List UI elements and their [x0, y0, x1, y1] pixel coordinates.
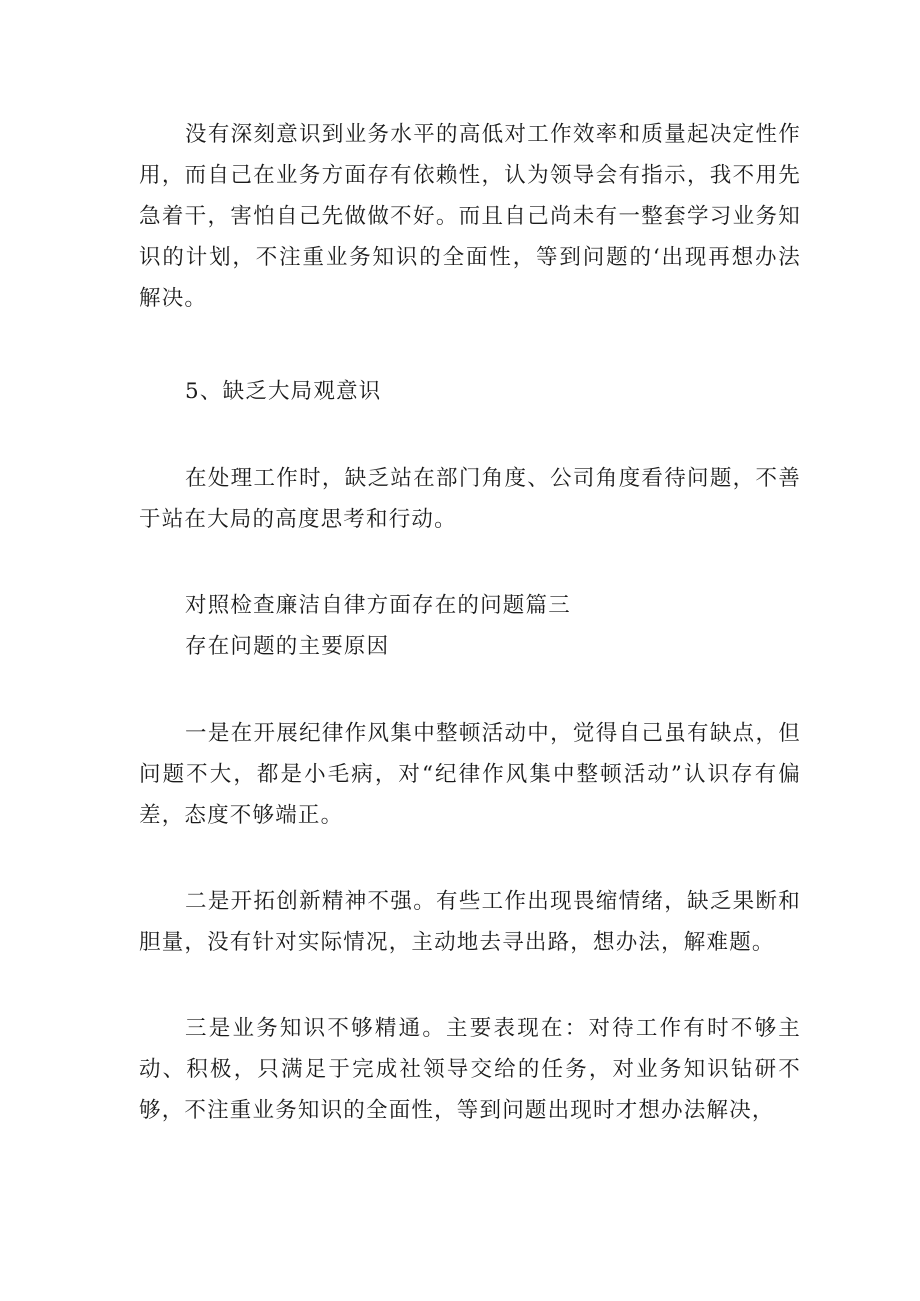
section-heading-big-picture: 5、缺乏大局观意识: [185, 379, 382, 404]
section-subtitle-causes: 存在问题的主要原因: [185, 634, 390, 659]
paragraph-business-awareness: 没有深刻意识到业务水平的高低对工作效率和质量起决定性作用，而自己在业务方面存有依赖性，认为领导会有指示，我不用先急着干，害怕自己先做做不好。而且自己尚未有一整套学习业务知识的计划，不注重业务知识的全面性，等到问题的‘出现再想办法解决。: [139, 122, 801, 311]
paragraph-big-picture: 在处理工作时，缺乏站在部门角度、公司角度看待问题，不善于站在大局的高度思考和行动。: [139, 466, 801, 532]
paragraph-cause-three: 三是业务知识不够精通。主要表现在：对待工作有时不够主动、积极，只满足于完成社领导交给的任务，对业务知识钻研不够，不注重业务知识的全面性，等到问题出现时才想办法解决，: [139, 1016, 801, 1123]
paragraph-cause-one: 一是在开展纪律作风集中整顿活动中，觉得自己虽有缺点，但问题不大，都是小毛病，对“纪律作风集中整顿活动”认识存有偏差，态度不够端正。: [139, 721, 801, 828]
article-title: 对照检查廉洁自律方面存在的问题篇三: [185, 593, 571, 618]
paragraph-cause-two: 二是开拓创新精神不强。有些工作出现畏缩情绪，缺乏果断和胆量，没有针对实际情况，主动地去寻出路，想办法，解难题。: [139, 889, 801, 955]
